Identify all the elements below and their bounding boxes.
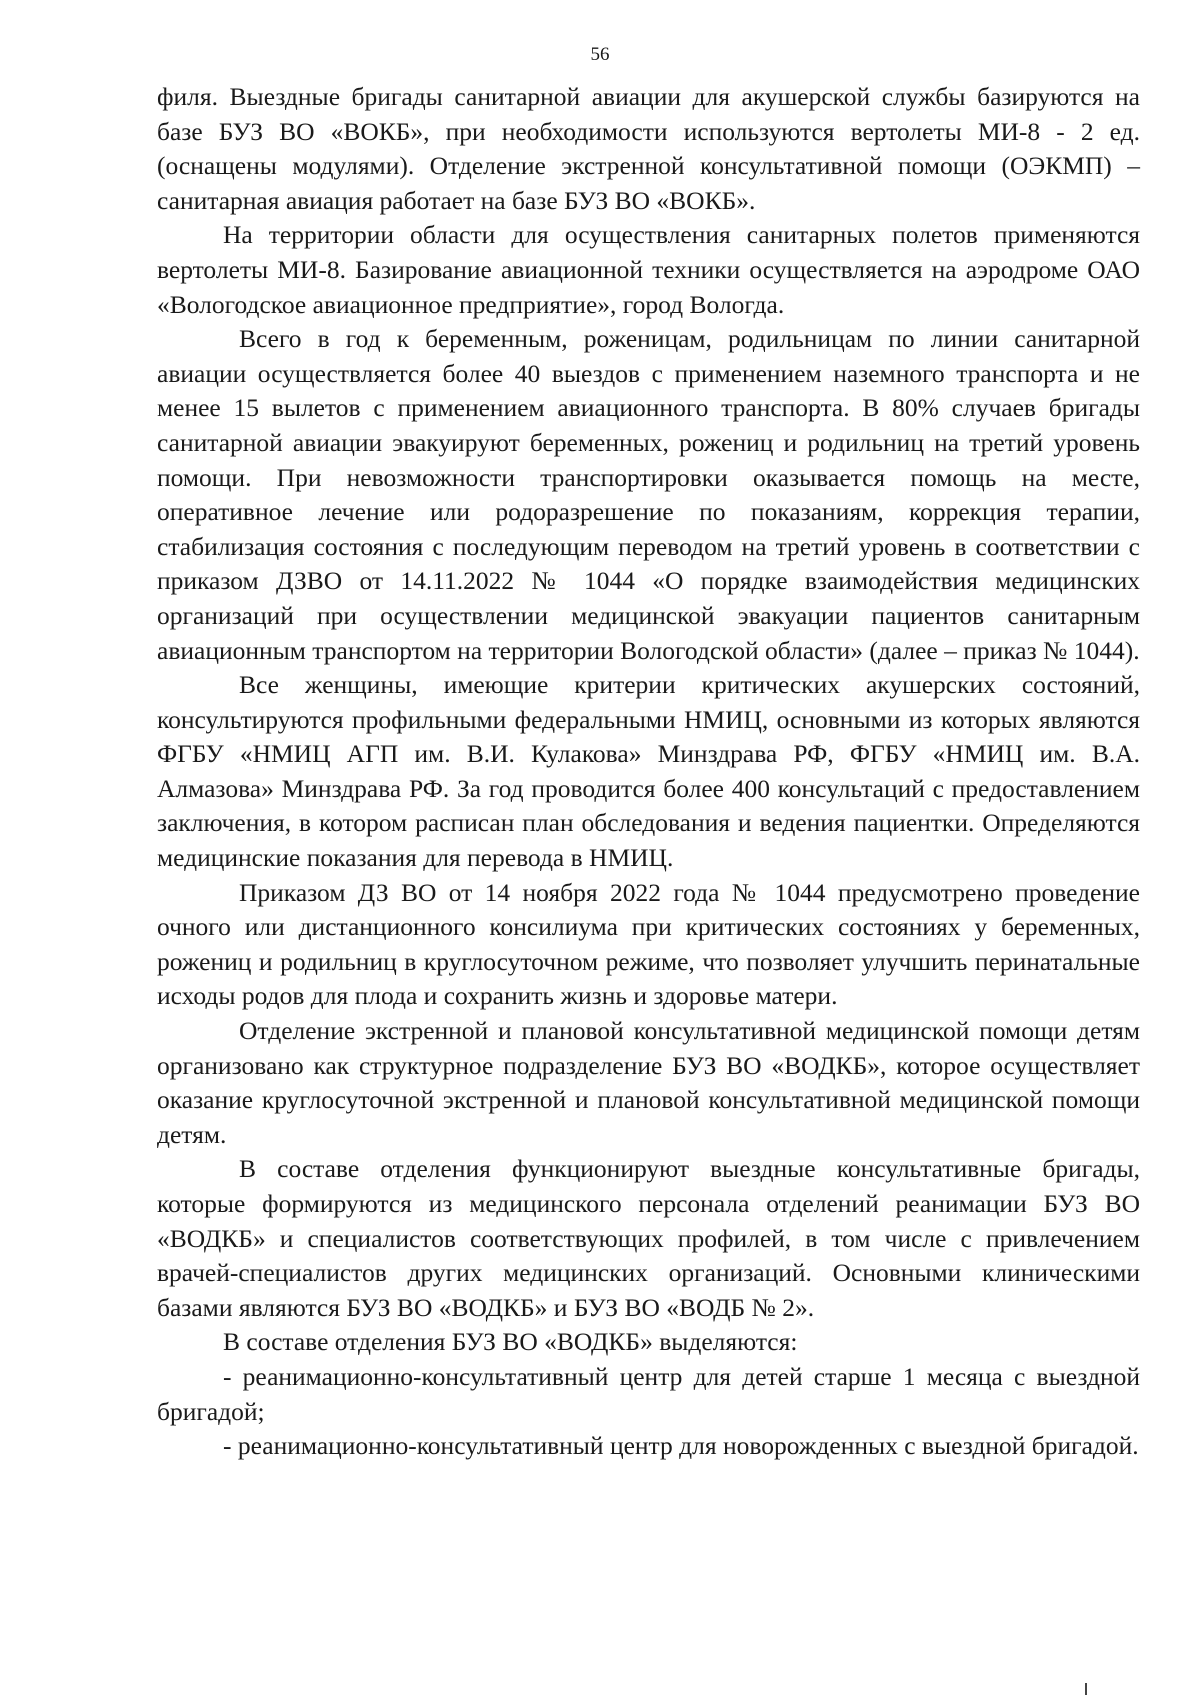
paragraph-annual-trips: Всего в год к беременным, роженицам, родильницам по линии санитарной авиации осуществляется более 40 выездов с применением наземного транспорта и не менее 15 вылетов с применением авиационного транспорта. В 80% случаев бригады санитарной авиации эвакуируют беременных, рожениц и родильниц на третий уровень помощи. При невозможности транспортировки оказывается помощь на месте, оперативное лечение или родоразрешение по показаниям, коррекция терапии, стабилизация состояния с последующим переводом на третий уровень в соответствии с приказом ДЗВО от 14.11.2022 № 1044 «О порядке взаимодействия медицинских организаций при осуществлении медицинской эвакуации пациентов санитарным авиационным транспортом на территории Вологодской области» (далее – приказ № 1044). (157, 324, 1140, 665)
paragraph-helicopters: На территории области для осуществления санитарных полетов применяются вертолеты МИ-8. Базирование авиационной техники осуществляется на аэродроме ОАО «Вологодское авиационное предприятие», город Вологда. (157, 220, 1140, 319)
paragraph-field-teams: В составе отделения функционируют выездные консультативные бригады, которые формируются из медицинского персонала отделений реанимации БУЗ ВО «ВОДКБ» и специалистов соответствующих профилей, в том числе с привлечением врачей-специалистов других медицинских организаций. Основными клиническими базами являются БУЗ ВО «ВОДКБ» и БУЗ ВО «ВОДБ № 2». (157, 1154, 1140, 1322)
paragraph-nmic-consultations: Все женщины, имеющие критерии критических акушерских состояний, консультируются профильными федеральными НМИЦ, основными из которых являются ФГБУ «НМИЦ АГП им. В.И. Кулакова» Минздрава РФ, ФГБУ «НМИЦ им. В.А. Алмазова» Минздрава РФ. За год проводится более 400 консультаций с предоставлением заключения, в котором расписан план обследования и ведения пациентки. Определяются медицинские показания для перевода в НМИЦ. (157, 670, 1140, 873)
paragraph-sanaviation-bases: филя. Выездные бригады санитарной авиации для акушерской службы базируются на базе БУЗ ВО «ВОКБ», при необходимости используются вертолеты МИ-8 - 2 ед. (оснащены модулями). Отделение экстренной консультативной помощи (ОЭКМП) – санитарная авиация работает на базе БУЗ ВО «ВОКБ». (157, 82, 1140, 215)
paragraph-children-department: Отделение экстренной и плановой консультативной медицинской помощи детям организовано как структурное подразделение БУЗ ВО «ВОДКБ», которое осуществляет оказание круглосуточной экстренной и плановой консультативной медицинской помощи детям. (157, 1016, 1140, 1149)
list-item-older-children-center: - реанимационно-консультативный центр для детей старше 1 месяца с выездной бригадой; (157, 1361, 1140, 1426)
paragraph-department-structure: В составе отделения БУЗ ВО «ВОДКБ» выделяются: (223, 1327, 798, 1357)
paragraph-order-1044-consilium: Приказом ДЗ ВО от 14 ноября 2022 года № 1044 предусмотрено проведение очного или дистанционного консилиума при критических состояниях у беременных, рожениц и родильниц в круглосуточном режиме, что позволяет улучшить перинатальные исходы родов для плода и сохранить жизнь и здоровье матери. (157, 877, 1140, 1011)
scan-artifact-tick (1085, 1683, 1087, 1695)
list-item-newborn-center: - реанимационно-консультативный центр для новорожденных с выездной бригадой. (223, 1431, 1139, 1461)
document-body (157, 80, 1140, 1464)
page-number: 56 (590, 44, 610, 65)
